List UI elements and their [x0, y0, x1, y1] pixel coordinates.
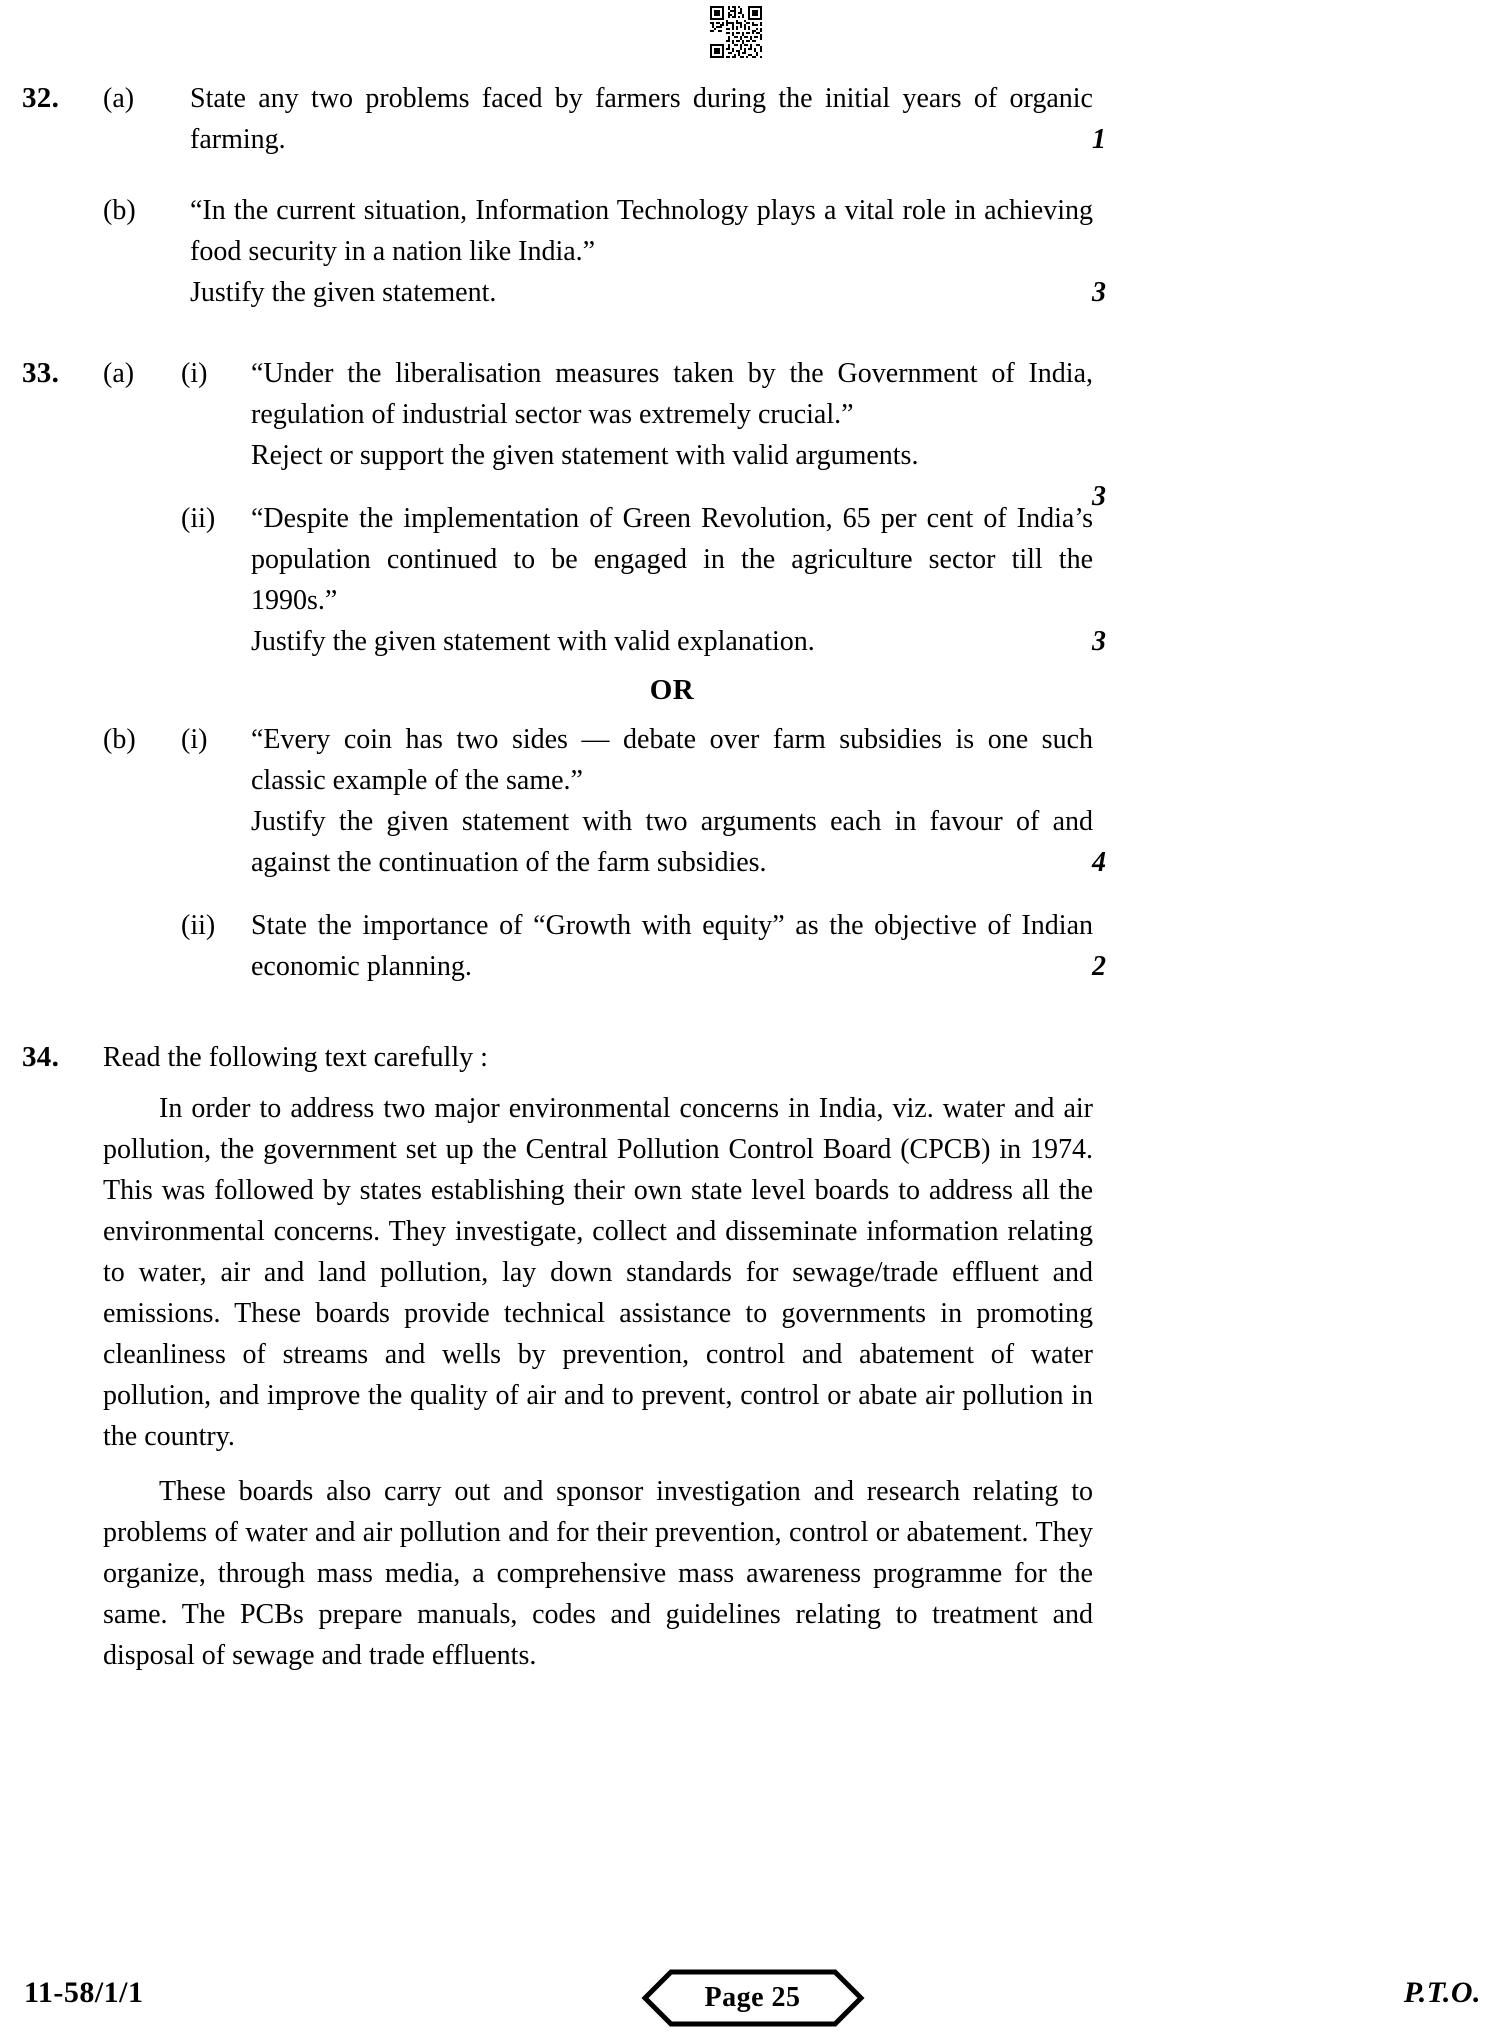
question-33 [0, 353, 1505, 512]
question-32b-instruction: Justify the given statement. [190, 277, 497, 308]
question-32b [0, 190, 1505, 313]
question-number-34: 34. [22, 1041, 60, 1073]
marks-32a: 1 [1092, 124, 1106, 155]
marks-33b-ii: 2 [1092, 951, 1106, 982]
marks-33a-i: 3 [1092, 481, 1106, 512]
question-34-paragraph-2: These boards also carry out and sponsor investigation and research relating to problems of water and air pollution and for their prevention, control or abatement. They organize, through mass media, a comprehensive mass awareness programme for the same. The PCBs prepare manuals, codes and guidelines relating to treatment and disposal of sewage and trade effluents. [103, 1476, 1093, 1671]
part-label-32b: (b) [103, 195, 136, 226]
question-33b-i-quote: “Every coin has two sides — debate over farm subsidies is one such classic example of the same.” [251, 724, 1093, 796]
question-33b-ii [0, 905, 1505, 987]
roman-label-33b-ii: (ii) [181, 910, 216, 941]
roman-label-33a-ii: (ii) [181, 503, 216, 534]
page-number-label: Page 25 [704, 1982, 801, 2013]
qr-code-icon [703, 4, 771, 62]
part-label-33b: (b) [103, 724, 136, 755]
question-32b-quote: “In the current situation, Information Technology plays a vital role in achieving food security in a nation like India.” [190, 195, 1093, 267]
roman-label-33a-i: (i) [181, 358, 208, 389]
question-34 [0, 1037, 1505, 1078]
question-33a-ii [0, 498, 1505, 662]
question-content [0, 78, 1505, 1676]
paper-code: 11-58/1/1 [24, 1976, 144, 2009]
part-label-33a: (a) [103, 358, 135, 389]
question-33a-ii-quote: “Despite the implementation of Green Revolution, 65 per cent of India’s population continued to be engaged in the agriculture sector till the 1990s.” [251, 503, 1093, 616]
marks-32b: 3 [1092, 277, 1106, 308]
question-32 [0, 78, 1505, 160]
part-label-32a: (a) [103, 83, 135, 114]
question-33a-ii-instruction: Justify the given statement with valid explanation. [251, 626, 815, 657]
question-32a-text: State any two problems faced by farmers during the initial years of organic farming. [190, 83, 1093, 155]
question-34-paragraph-1: In order to address two major environmental concerns in India, viz. water and air pollution, the government set up the Central Pollution Control Board (CPCB) in 1974. This was followed by states establishing their own state level boards to address all the environmental concerns. They investigate, collect and disseminate information relating to water, air and land pollution, lay down standards for sewage/trade effluent and emissions. These boards provide technical assistance to governments in promoting cleanliness of streams and wells by prevention, control and abatement of water pollution, and improve the quality of air and to prevent, control or abate air pollution in the country. [103, 1093, 1093, 1452]
roman-label-33b-i: (i) [181, 724, 208, 755]
pto-label: P.T.O. [1403, 1976, 1481, 2009]
or-separator: OR [649, 674, 695, 706]
question-33b-i [0, 719, 1505, 883]
question-33a-i-quote: “Under the liberalisation measures taken by the Government of India, regulation of industrial sector was extremely crucial.” [251, 358, 1093, 430]
marks-33b-i: 4 [1092, 847, 1106, 878]
question-number-33: 33. [22, 357, 60, 389]
question-33b-ii-text: State the importance of “Growth with equity” as the objective of Indian economic planning. [251, 910, 1093, 982]
question-33b-i-instruction: Justify the given statement with two arguments each in favour of and against the continuation of the farm subsidies. [251, 806, 1093, 878]
question-number-32: 32. [22, 82, 60, 114]
page-footer [0, 1960, 1505, 2026]
question-33a-i-instruction: Reject or support the given statement with valid arguments. [251, 440, 919, 471]
marks-33a-ii: 3 [1092, 626, 1106, 657]
question-34-lead: Read the following text carefully : [103, 1042, 488, 1073]
page-number-badge [641, 1968, 865, 2028]
